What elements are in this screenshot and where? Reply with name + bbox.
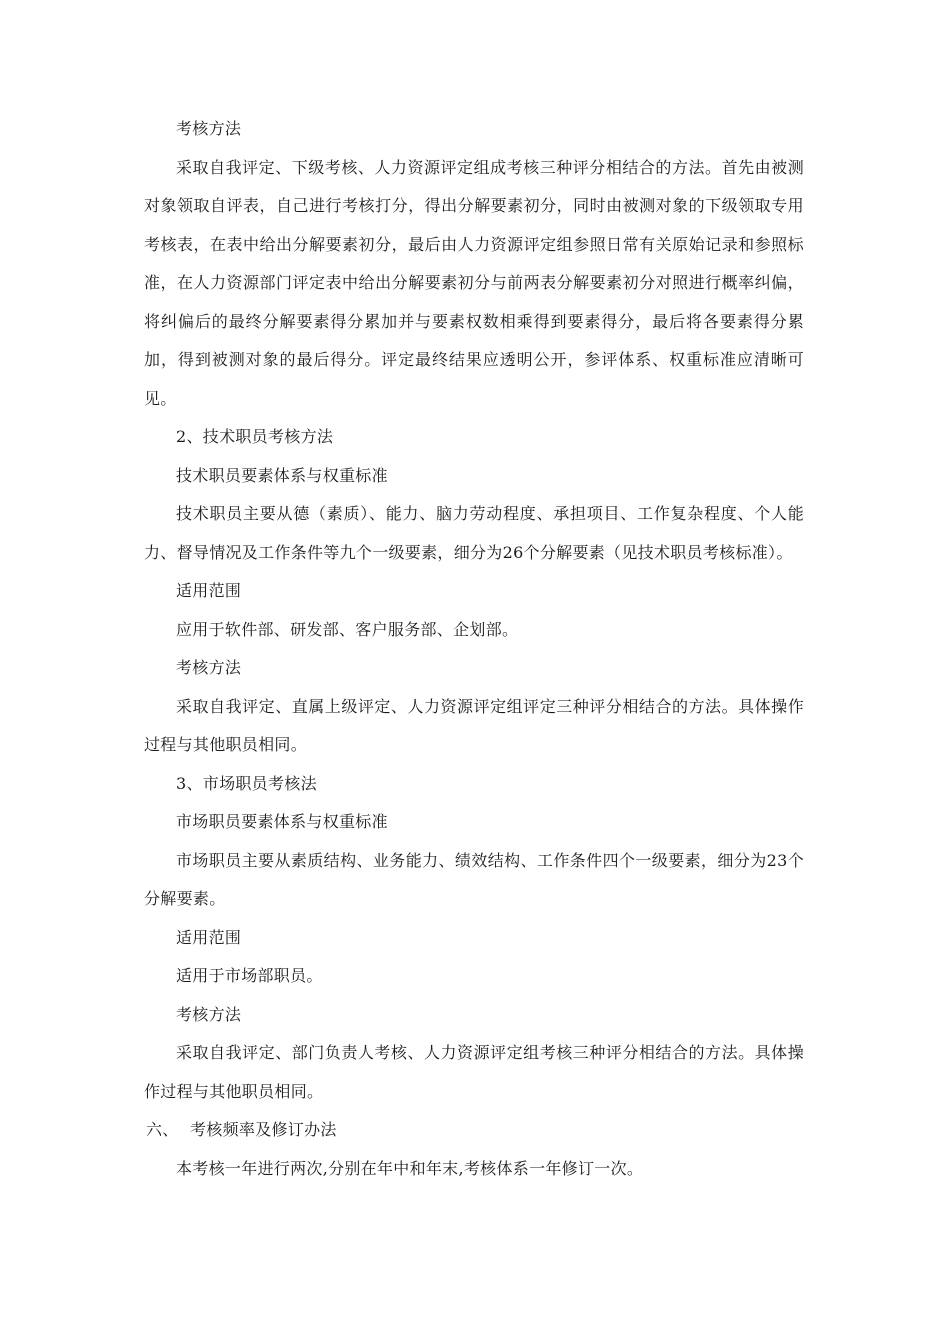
subheading-assessment-method: 考核方法 <box>176 119 242 138</box>
section-title: 考核频率及修订办法 <box>190 1120 337 1139</box>
heading-market-staff: 3、市场职员考核法 <box>176 773 317 793</box>
paragraph-technical-scope: 应用于软件部、研发部、客户服务部、企划部。 <box>176 619 519 639</box>
subheading-market-elements: 市场职员要素体系与权重标准 <box>176 812 388 831</box>
paragraph-market-method: 采取自我评定、部门负责人考核、人力资源评定组考核三种评分相结合的方法。具体操作过程与其他职员相同。 <box>144 1043 804 1101</box>
subheading-technical-method: 考核方法 <box>176 658 242 677</box>
paragraph-general-method: 采取自我评定、下级考核、人力资源评定组成考核三种评分相结合的方法。首先由被测对象领取自评表，自己进行考核打分，得出分解要素初分，同时由被测对象的下级领取专用考核表，在表中给出分解要素初分，最后由人力资源评定组参照日常有关原始记录和参照标准，在人力资源部门评定表中给出分解要素初分与前两表分解要素初分对照进行概率纠偏，将纠偏后的最终分解要素得分累加并与要素权数相乘得到要素得分，最后将各要素得分累加，得到被测对象的最后得分。评定最终结果应透明公开，参评体系、权重标准应清晰可见。 <box>144 157 804 408</box>
paragraph-market-elements: 市场职员主要从素质结构、业务能力、绩效结构、工作条件四个一级要素，细分为23个分解要素。 <box>144 850 804 908</box>
document-page <box>144 110 804 1188</box>
subheading-market-method: 考核方法 <box>176 1004 242 1024</box>
heading-technical-staff: 2、技术职员考核方法 <box>176 427 334 446</box>
subheading-technical-scope: 适用范围 <box>176 581 242 600</box>
paragraph-technical-elements: 技术职员主要从德（素质）、能力、脑力劳动程度、承担项目、工作复杂程度、个人能力、督导情况及工作条件等九个一级要素，细分为26个分解要素（见技术职员考核标准）。 <box>144 504 804 562</box>
section-number: 六、 <box>146 1120 179 1139</box>
paragraph-market-scope: 适用于市场部职员。 <box>176 966 323 985</box>
subheading-technical-elements: 技术职员要素体系与权重标准 <box>176 465 388 485</box>
section-heading-frequency <box>144 1111 804 1150</box>
subheading-market-scope: 适用范围 <box>176 927 242 947</box>
paragraph-frequency: 本考核一年进行两次,分别在年中和年末,考核体系一年修订一次。 <box>176 1158 644 1178</box>
paragraph-technical-method: 采取自我评定、直属上级评定、人力资源评定组评定三种评分相结合的方法。具体操作过程与其他职员相同。 <box>144 696 804 754</box>
